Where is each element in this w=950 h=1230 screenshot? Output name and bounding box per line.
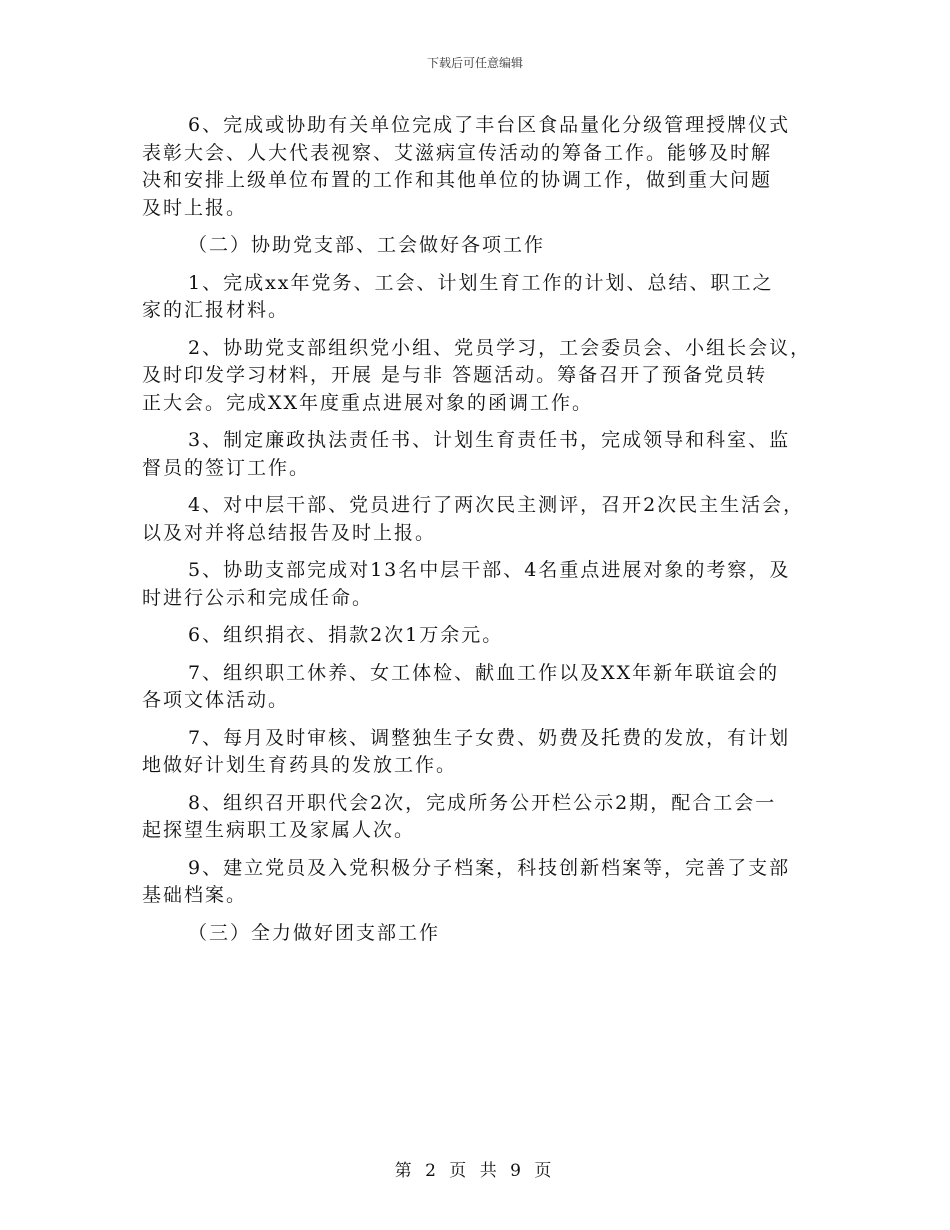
page-footer: 第 2 页 共 9 页 bbox=[394, 1161, 556, 1181]
paragraph bbox=[142, 622, 822, 650]
text-line: 及时上报。 bbox=[142, 196, 248, 219]
text-line: 基础档案。 bbox=[142, 884, 248, 906]
paragraph bbox=[142, 660, 822, 715]
text-line: 表彰大会、人大代表视察、艾滋病宣传活动的筹备工作。能够及时解 bbox=[142, 141, 773, 164]
text-line: 4、对中层干部、党员进行了两次民主测评，召开2次民主生活会， bbox=[188, 494, 805, 516]
text-line: 家的汇报材料。 bbox=[142, 299, 290, 321]
text-line: 5、协助支部完成对13名中层干部、4名重点进展对象的考察，及 bbox=[188, 559, 791, 581]
text-line: （二）协助党支部、工会做好各项工作 bbox=[188, 234, 546, 256]
page-header: 下载后可任意编辑 bbox=[426, 56, 523, 70]
paragraph bbox=[142, 557, 822, 612]
paragraph bbox=[142, 492, 822, 547]
paragraph bbox=[142, 335, 822, 418]
text-line: 督员的签订工作。 bbox=[142, 456, 311, 479]
paragraph bbox=[142, 725, 822, 780]
paragraph bbox=[142, 790, 822, 845]
text-line: 6、组织捐衣、捐款2次1万余元。 bbox=[188, 624, 504, 646]
text-line: 各项文体活动。 bbox=[142, 689, 290, 711]
paragraph bbox=[142, 427, 822, 482]
text-line: 7、每月及时审核、调整独生子女费、奶费及托费的发放，有计划 bbox=[188, 726, 791, 749]
paragraph bbox=[142, 112, 822, 222]
text-line: （三）全力做好团支部工作 bbox=[188, 921, 441, 944]
text-line: 地做好计划生育药具的发放工作。 bbox=[142, 754, 458, 776]
text-line: 起探望生病职工及家属人次。 bbox=[142, 819, 416, 841]
text-line: 8、组织召开职代会2次，完成所务公开栏公示2期，配合工会一 bbox=[188, 791, 777, 814]
text-line: 及时印发学习材料，开展 是与非 答题活动。筹备召开了预备党员转 bbox=[142, 364, 768, 386]
document-body bbox=[142, 112, 822, 957]
text-line: 正大会。完成XX年度重点进展对象的函调工作。 bbox=[142, 391, 594, 414]
text-line: 决和安排上级单位布置的工作和其他单位的协调工作，做到重大问题 bbox=[142, 169, 773, 191]
text-line: 9、建立党员及入党积极分子档案，科技创新档案等，完善了支部 bbox=[188, 856, 791, 879]
paragraph bbox=[142, 920, 822, 948]
text-line: 时进行公示和完成任命。 bbox=[142, 586, 374, 609]
paragraph bbox=[142, 232, 822, 260]
text-line: 6、完成或协助有关单位完成了丰台区食品量化分级管理授牌仪式 bbox=[188, 114, 791, 136]
text-line: 7、组织职工休养、女工体检、献血工作以及XX年新年联谊会的 bbox=[188, 661, 780, 684]
text-line: 2、协助党支部组织党小组、党员学习，工会委员会、小组长会议， bbox=[188, 336, 812, 359]
text-line: 3、制定廉政执法责任书、计划生育责任书，完成领导和科室、监 bbox=[188, 429, 791, 451]
paragraph bbox=[142, 855, 822, 910]
text-line: 以及对并将总结报告及时上报。 bbox=[142, 521, 437, 544]
text-line: 1、完成xx年党务、工会、计划生育工作的计划、总结、职工之 bbox=[188, 271, 774, 294]
paragraph bbox=[142, 270, 822, 325]
